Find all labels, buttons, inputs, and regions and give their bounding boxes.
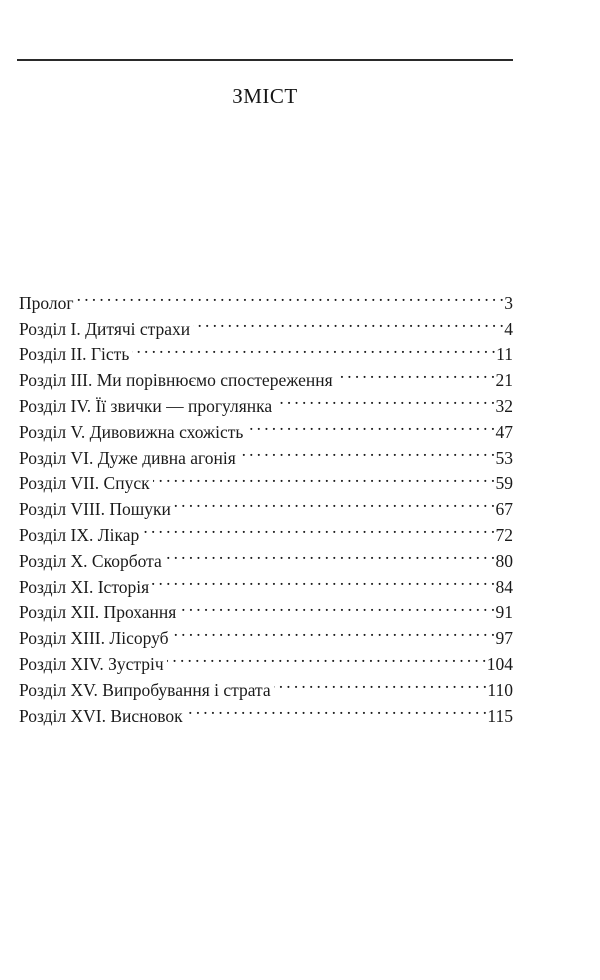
toc-entry-label: Розділ XIII. Лісоруб (19, 628, 169, 649)
toc-entry-page: 104 (486, 653, 513, 674)
toc-entry-page: 110 (487, 679, 513, 700)
toc-entry-label: Розділ IX. Лікар (19, 524, 140, 545)
toc-entry-label: Пролог (19, 292, 74, 313)
toc-entry-label: Розділ VII. Спуск (19, 473, 150, 494)
toc-entry-chapter-1 (19, 309, 513, 339)
toc-entry-page: 115 (487, 705, 513, 726)
toc-entry-page: 53 (495, 447, 513, 468)
dot-leader (336, 360, 495, 386)
dot-leader (142, 515, 494, 541)
dot-leader (179, 593, 494, 619)
toc-entry-page: 97 (495, 628, 513, 649)
toc-entry-label: Розділ V. Дивовижна схожість (19, 421, 244, 442)
toc-entry-page: 32 (495, 395, 513, 416)
toc-entry-label: Розділ XII. Прохання (19, 602, 177, 623)
toc-entry-page: 67 (495, 499, 513, 520)
header-rule (17, 59, 513, 61)
page-title: ЗМІСТ (232, 84, 298, 108)
toc-entry-page: 3 (504, 292, 513, 313)
toc-entry-label: Розділ XIV. Зустріч (19, 653, 164, 674)
toc-entry-page: 4 (504, 318, 513, 339)
toc-entry-page: 11 (496, 344, 513, 365)
dot-leader (153, 464, 495, 490)
dot-leader (186, 696, 487, 722)
toc-entry-label: Розділ II. Гість (19, 344, 130, 365)
toc-entry-page: 72 (495, 524, 513, 545)
toc-entry-label: Розділ X. Скорбота (19, 550, 162, 571)
toc-entry-label: Розділ XI. Історія (19, 576, 150, 597)
dot-leader (274, 670, 487, 696)
dot-leader (275, 386, 494, 412)
toc-entry-page: 21 (495, 370, 513, 391)
toc-entry-page: 91 (495, 602, 513, 623)
dot-leader (193, 309, 503, 335)
dot-leader (174, 489, 495, 515)
toc-entry-page: 84 (495, 576, 513, 597)
toc-entry-prologue (19, 283, 513, 313)
toc-entry-page: 80 (495, 550, 513, 571)
dot-leader (167, 644, 486, 670)
dot-leader (77, 283, 504, 309)
dot-leader (239, 438, 495, 464)
toc-entry-page: 59 (495, 473, 513, 494)
dot-leader (246, 412, 494, 438)
dot-leader (172, 618, 495, 644)
dot-leader (152, 567, 494, 593)
table-of-contents (19, 283, 513, 726)
toc-entry-label: Розділ IV. Її звички — прогулянка (19, 395, 273, 416)
toc-entry-label: Розділ I. Дитячі страхи (19, 318, 191, 339)
toc-entry-label: Розділ XVI. Висновок (19, 705, 183, 726)
toc-entry-page: 47 (495, 421, 513, 442)
toc-entry-label: Розділ XV. Випробування і страта (19, 679, 271, 700)
dot-leader (165, 541, 495, 567)
toc-entry-label: Розділ VI. Дуже дивна агонія (19, 447, 236, 468)
dot-leader (132, 335, 495, 361)
toc-entry-label: Розділ VIII. Пошуки (19, 499, 171, 520)
toc-entry-label: Розділ III. Ми порівнюємо спостереження (19, 370, 333, 391)
